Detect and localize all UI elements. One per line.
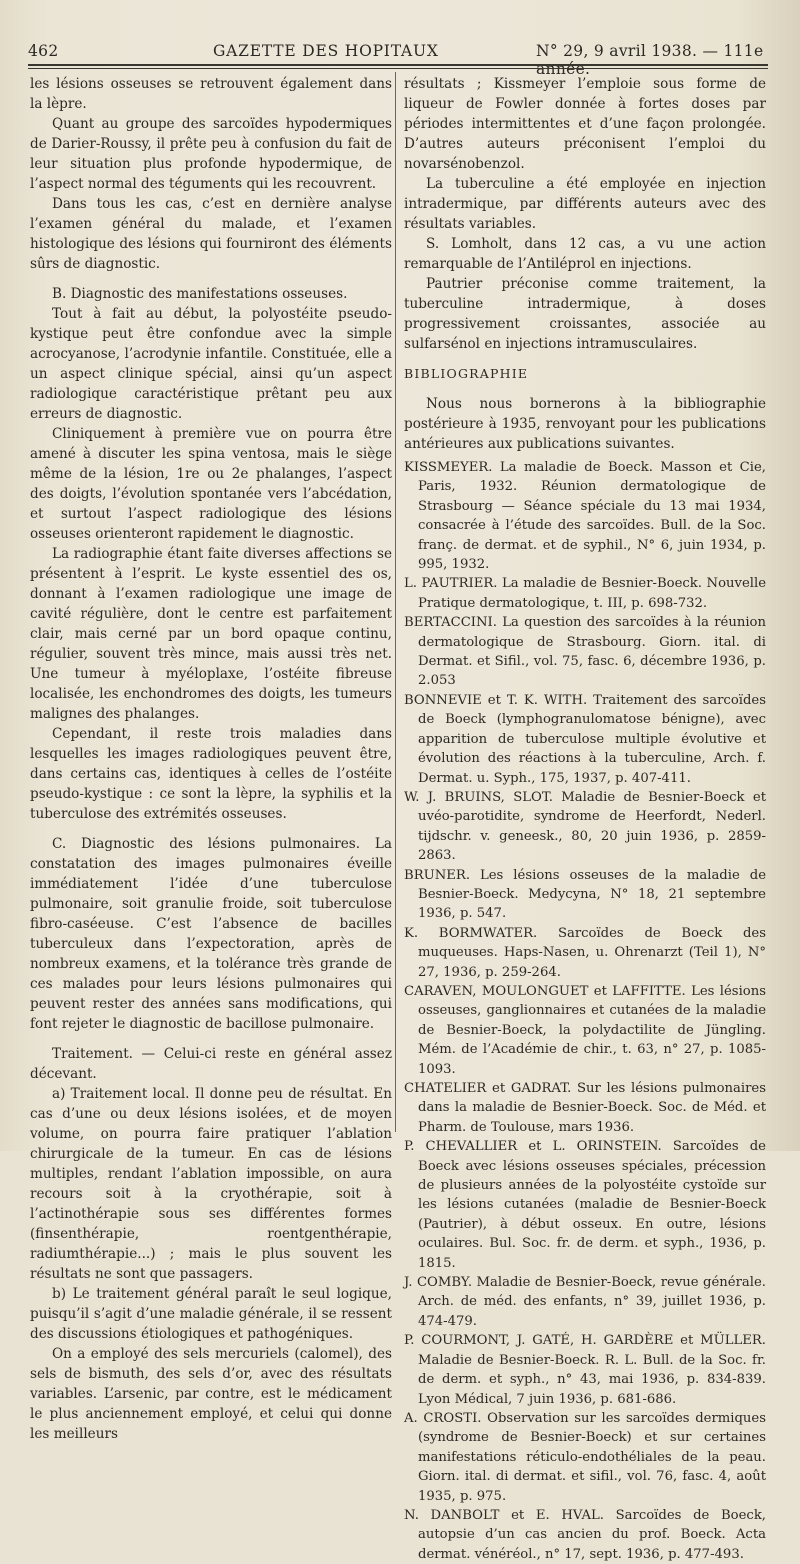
paragraph: C. Diagnostic des lésions pulmonaires. La constatation des images pulmonaires éveille immédiatement l’idée d’une tuberculose pulmonaire, soit granulie froide, soit tuberculose fibro-caséeuse. C’est l’absence de bacilles tuberculeux dans l’expectoration, après de nombreux examens, et la tolérance très grande de ces malades pour leurs lésions pulmonaires qui peuvent rester des années sans modifications, qui font rejeter le diagnostic de bacillose pulmonaire. (30, 836, 392, 1032)
bibliography-entry: J. COMBY. Maladie de Besnier-Boeck, revue générale. Arch. de méd. des enfants, n° 39, juillet 1936, p. 474-479. (404, 1275, 766, 1329)
bibliography-entry: A. CROSTI. Observation sur les sarcoïdes dermiques (syndrome de Besnier-Boeck) et sur certaines manifestations réticulo-endothéliales de la peau. Giorn. ital. di dermat. et sifil., vol. 76, fasc. 4, août 1935, p. 975. (404, 1410, 766, 1504)
paragraph: Dans tous les cas, c’est en dernière analyse l’examen général du malade, et l’examen histologique des lésions qui fourniront des éléments sûrs de diagnostic. (30, 196, 392, 272)
page-number: 462 (28, 42, 59, 60)
paragraph: Cependant, il reste trois maladies dans lesquelles les images radiologiques peuvent être, dans certains cas, identiques à celles de l’ostéite pseudo-kystique : ce sont la lèpre, la syphilis et la tuberculose des extrémités osseuses. (30, 726, 392, 822)
bibliography-intro: Nous nous bornerons à la bibliographie postérieure à 1935, renvoyant pour les publications antérieures aux publications suivantes. (404, 396, 766, 452)
paragraph: La radiographie étant faite diverses affections se présentent à l’esprit. Le kyste essentiel des os, donnant à l’examen radiologique une image de cavité régulière, dont le centre est parfaitement clair, mais cerné par un bord opaque continu, régulier, souvent très mince, mais aussi très net. Une tumeur à myéloplaxe, l’ostéite fibreuse localisée, les enchondromes des doigts, les tumeurs malignes des phalanges. (30, 546, 392, 722)
bibliography-entry: W. J. BRUINS, SLOT. Maladie de Besnier-Boeck et uvéo-parotidite, syndrome de Heerfordt, Nederl. tijdschr. v. geneesk., 80, 20 juin 1936, p. 2859-2863. (404, 789, 766, 864)
section-heading: Traitement. — Celui-ci reste en général assez décevant. (30, 1046, 392, 1082)
header-rule-thick (28, 64, 768, 66)
bibliography-entry: BERTACCINI. La question des sarcoïdes à la réunion dermatologique de Strasbourg. Giorn. ital. di Dermat. et Sifil., vol. 75, fasc. 6, décembre 1936, p. 2.053 (404, 615, 766, 689)
journal-title: GAZETTE DES HOPITAUX (213, 42, 439, 60)
bibliography-title: BIBLIOGRAPHIE (404, 366, 529, 381)
bibliography-entry: CARAVEN, MOULONGUET et LAFFITTE. Les lésions osseuses, ganglionnaires et cutanées de la maladie de Besnier-Boeck, la polydactilite de Jüngling. Mém. de l’Académie de chir., t. 63, n° 27, p. 1085-1093. (404, 983, 766, 1077)
bibliography-entry: L. PAUTRIER. La maladie de Besnier-Boeck. Nouvelle Pratique dermatologique, t. III, p. 698-732. (404, 576, 766, 611)
paragraph: S. Lomholt, dans 12 cas, a vu une action remarquable de l’Antiléprol en injections. (404, 236, 766, 272)
paragraph: a) Traitement local. Il donne peu de résultat. En cas d’une ou deux lésions isolées, et de moyen volume, on pourra faire pratiquer l’ablation chirurgicale de la tumeur. En cas de lésions multiples, rendant l’ablation impossible, on aura recours soit à la cryothérapie, soit à l’actinothérapie sous ses différentes formes (finsenthérapie, roentgenthérapie, radiumthérapie...) ; mais le plus souvent les résultats ne sont que passagers. (30, 1086, 392, 1282)
issue-info: N° 29, 9 avril 1938. — 111e année. (536, 42, 764, 78)
bibliography-entry: K. BORMWATER. Sarcoïdes de Boeck des muqueuses. Haps-Nasen, u. Ohrenarzt (Teil 1), N° 27, 1936, p. 259-264. (404, 925, 766, 980)
paragraph: Cliniquement à première vue on pourra être amené à discuter les spina ventosa, mais le siège même de la lésion, 1re ou 2e phalanges, l’aspect des doigts, l’évolution spontanée vers l’abcédation, et surtout l’aspect radiologique des lésions osseuses orienteront rapidement le diagnostic. (30, 426, 392, 542)
header-rule-thin (28, 68, 768, 69)
paragraph: Pautrier préconise comme traitement, la tuberculine intradermique, à doses progressivement croissantes, associée au sulfarsénol en injections intramusculaires. (404, 276, 766, 352)
right-column (404, 74, 766, 1564)
paragraph: les lésions osseuses se retrouvent également dans la lèpre. (30, 76, 392, 112)
paragraph: Quant au groupe des sarcoïdes hypodermiques de Darier-Roussy, il prête peu à confusion du fait de leur situation plus profonde hypodermique, de l’aspect normal des téguments qui les recouvrent. (30, 116, 392, 192)
bibliography-entry: P. COURMONT, J. GATÉ, H. GARDÈRE et MÜLLER. Maladie de Besnier-Boeck. R. L. Bull. de la Soc. fr. de derm. et syph., n° 43, mai 1936, p. 834-839. Lyon Médical, 7 juin 1936, p. 681-686. (404, 1333, 766, 1407)
paragraph: La tuberculine a été employée en injection intradermique, par différents auteurs avec des résultats variables. (404, 176, 766, 232)
page-header (28, 40, 768, 78)
paragraph: On a employé des sels mercuriels (calomel), des sels de bismuth, des sels d’or, avec des résultats variables. L’arsenic, par contre, est le médicament le plus anciennement employé, et celui qui donne les meilleurs (30, 1346, 392, 1442)
column-divider (395, 72, 396, 1132)
paragraph: b) Le traitement général paraît le seul logique, puisqu’il s’agit d’une maladie générale, il se ressent des discussions étiologiques et pathogéniques. (30, 1286, 392, 1342)
paragraph: résultats ; Kissmeyer l’emploie sous forme de liqueur de Fowler donnée à fortes doses par périodes intermittentes et d’une façon prolongée. D’autres auteurs préconisent l’emploi du novarsénobenzol. (404, 76, 766, 172)
section-heading: B. Diagnostic des manifestations osseuses. (52, 286, 348, 302)
bibliography-entry: CHATELIER et GADRAT. Sur les lésions pulmonaires dans la maladie de Besnier-Boeck. Soc. de Méd. et Pharm. de Toulouse, mars 1936. (404, 1081, 766, 1135)
bibliography-entry: BONNEVIE et T. K. WITH. Traitement des sarcoïdes de Boeck (lymphogranulomatose bénigne), avec apparition de tuberculose multiple évolutive et évolution des réactions à la tuberculine, Arch. f. Dermat. u. Syph., 175, 1937, p. 407-411. (404, 692, 766, 786)
paragraph: Tout à fait au début, la polyostéite pseudo-kystique peut être confondue avec la simple acrocyanose, l’acrodynie infantile. Constituée, elle a un aspect clinique spécial, ainsi qu’un aspect radiologique caractéristique prêtant peu aux erreurs de diagnostic. (30, 306, 392, 422)
left-column (30, 74, 392, 1444)
bibliography-entry: P. CHEVALLIER et L. ORINSTEIN. Sarcoïdes de Boeck avec lésions osseuses spéciales, précession de plusieurs années de la polyostéite cystoïde sur les lésions cutanées (maladie de Besnier-Boeck (Pautrier), à début osseux. En outre, lésions oculaires. Bul. Soc. fr. de derm. et syph., 1936, p. 1815. (404, 1139, 766, 1271)
bibliography-entry: KISSMEYER. La maladie de Boeck. Masson et Cie, Paris, 1932. Réunion dermatologique de Strasbourg — Séance spéciale du 13 mai 1934, consacrée à l’étude des sarcoïdes. Bull. de la Soc. franç. de dermat. et de syphil., N° 6, juin 1934, p. 995, 1932. (404, 460, 766, 573)
bibliography-entry: BRUNER. Les lésions osseuses de la maladie de Besnier-Boeck. Medycyna, N° 18, 21 septembre 1936, p. 547. (404, 867, 766, 922)
bibliography-entry: N. DANBOLT et E. HVAL. Sarcoïdes de Boeck, autopsie d’un cas ancien du prof. Boeck. Acta dermat. vénéréol., n° 17, sept. 1936, p. 477-493. (404, 1507, 766, 1562)
